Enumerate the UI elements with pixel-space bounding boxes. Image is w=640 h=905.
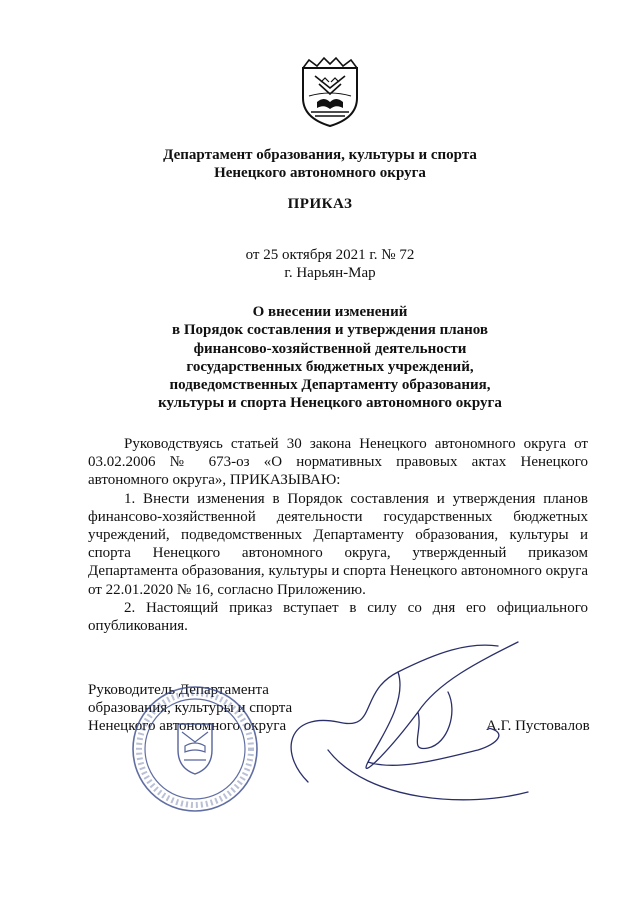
document-type: ПРИКАЗ [287,196,353,212]
signatory-title-line: Руководитель Департамента [88,682,269,698]
preamble-paragraph: Руководствуясь статьей 30 закона Ненецкого автономного округа от 03.02.2006 № 673-оз «О нормативных правовых актах Ненецкого автономного округа», ПРИКАЗЫВАЮ: [88,436,588,489]
signatory-name: А.Г. Пустовалов [486,718,590,734]
department-line: Ненецкого автономного округа [214,165,426,181]
subject-line: подведомственных Департаменту образования, [169,377,491,394]
order-subject [100,303,560,413]
subject-line: в Порядок составления и утверждения планов [171,322,488,339]
signatory-title-line: образования, культуры и спорта [88,700,293,716]
subject-line: финансово-хозяйственной деятельности [193,340,467,357]
department-name [0,146,640,182]
subject-line: культуры и спорта Ненецкого автономного округа [158,395,502,412]
order-item-2: 2. Настоящий приказ вступает в силу со дня его официального опубликования. [88,599,588,635]
official-stamp-icon [130,684,260,814]
department-line: Департамент образования, культуры и спорта [163,147,477,163]
subject-line: О внесении изменений [252,304,408,320]
order-meta [225,246,435,282]
handwritten-signature-icon [248,632,548,812]
subject-line: государственных бюджетных учреждений, [186,358,474,375]
signatory-title-line: Ненецкого автономного округа [88,718,287,734]
order-place: г. Нарьян-Мар [284,265,376,281]
coat-of-arms-icon [297,52,363,128]
order-body [88,435,588,635]
order-item-1: 1. Внести изменения в Порядок составления и утверждения планов финансово-хозяйственной деятельности государственных бюджетных учреждений, подведомственных Департаменту образования, культуры и спорта Ненецкого автономного округа, утвержденный приказом Департамента образования, культуры и спорта Ненецкого автономного округа от 22.01.2020 № 16, согласно Приложению. [88,490,588,598]
order-date-number: от 25 октября 2021 г. № 72 [245,247,415,263]
